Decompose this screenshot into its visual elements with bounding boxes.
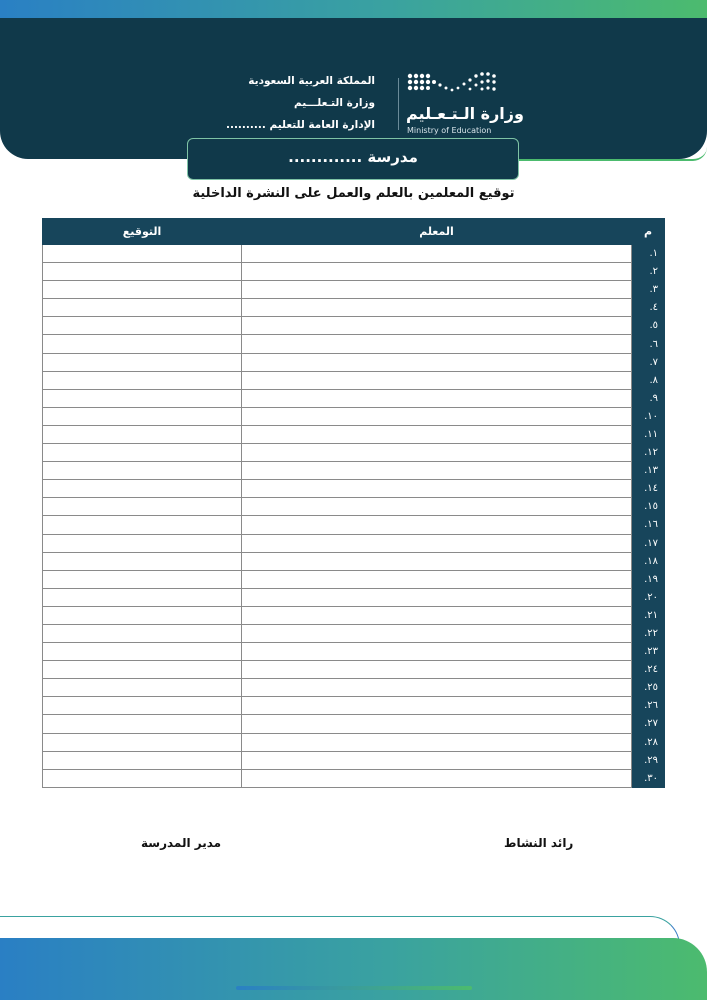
row-number: .٩ <box>632 389 665 407</box>
teacher-cell[interactable] <box>242 751 632 769</box>
teacher-cell[interactable] <box>242 480 632 498</box>
row-number: .١٦ <box>632 516 665 534</box>
row-number: .٢ <box>632 263 665 281</box>
signature-cell[interactable] <box>43 534 242 552</box>
signature-cell[interactable] <box>43 480 242 498</box>
signature-cell[interactable] <box>43 516 242 534</box>
table-row <box>43 317 665 335</box>
teacher-cell[interactable] <box>242 245 632 263</box>
table-row <box>43 715 665 733</box>
table-row <box>43 751 665 769</box>
row-number: .٥ <box>632 317 665 335</box>
footer-bar <box>236 986 472 990</box>
row-number: .١٠ <box>632 407 665 425</box>
teacher-cell[interactable] <box>242 353 632 371</box>
row-number: .٢٩ <box>632 751 665 769</box>
teacher-cell[interactable] <box>242 661 632 679</box>
row-number: .٢٠ <box>632 588 665 606</box>
signature-cell[interactable] <box>43 570 242 588</box>
signature-table <box>42 218 665 788</box>
row-number: .٨ <box>632 371 665 389</box>
table-row <box>43 425 665 443</box>
column-header-teacher: المعلم <box>242 219 632 245</box>
teacher-cell[interactable] <box>242 552 632 570</box>
teacher-cell[interactable] <box>242 335 632 353</box>
table-row <box>43 534 665 552</box>
signature-cell[interactable] <box>43 498 242 516</box>
teacher-cell[interactable] <box>242 624 632 642</box>
table-row <box>43 245 665 263</box>
row-number: .١٧ <box>632 534 665 552</box>
principal-label: مدير المدرسة <box>141 836 222 850</box>
teacher-cell[interactable] <box>242 263 632 281</box>
teacher-cell[interactable] <box>242 498 632 516</box>
signature-cell[interactable] <box>43 389 242 407</box>
column-header-signature: التوقيع <box>43 219 242 245</box>
school-name-tab <box>187 138 519 180</box>
school-name: مدرسة ............. <box>288 148 418 166</box>
teacher-cell[interactable] <box>242 371 632 389</box>
table-row <box>43 606 665 624</box>
table-row <box>43 733 665 751</box>
table-row <box>43 769 665 787</box>
teacher-cell[interactable] <box>242 516 632 534</box>
row-number: .٦ <box>632 335 665 353</box>
signature-cell[interactable] <box>43 733 242 751</box>
table-row <box>43 679 665 697</box>
signature-cell[interactable] <box>43 697 242 715</box>
teacher-cell[interactable] <box>242 643 632 661</box>
signature-cell[interactable] <box>43 751 242 769</box>
row-number: .١ <box>632 245 665 263</box>
teacher-cell[interactable] <box>242 299 632 317</box>
table-row <box>43 281 665 299</box>
table-row <box>43 462 665 480</box>
signature-cell[interactable] <box>43 588 242 606</box>
signature-cell[interactable] <box>43 624 242 642</box>
signature-cell[interactable] <box>43 444 242 462</box>
row-number: .٢١ <box>632 606 665 624</box>
signature-cell[interactable] <box>43 371 242 389</box>
table-row <box>43 552 665 570</box>
teacher-cell[interactable] <box>242 444 632 462</box>
teacher-cell[interactable] <box>242 281 632 299</box>
table-row <box>43 263 665 281</box>
row-number: .١٨ <box>632 552 665 570</box>
table-row <box>43 335 665 353</box>
row-number: .١٣ <box>632 462 665 480</box>
teacher-cell[interactable] <box>242 425 632 443</box>
logo-arabic-text: وزارة الـتـعـليم <box>406 104 524 123</box>
row-number: .٢٨ <box>632 733 665 751</box>
table-row <box>43 444 665 462</box>
teacher-cell[interactable] <box>242 534 632 552</box>
table-header-row <box>43 219 665 245</box>
teacher-cell[interactable] <box>242 715 632 733</box>
table-row <box>43 353 665 371</box>
table-row <box>43 624 665 642</box>
top-stripe <box>0 0 707 20</box>
row-number: .٢٢ <box>632 624 665 642</box>
row-number: .٢٤ <box>632 661 665 679</box>
table-row <box>43 389 665 407</box>
row-number: .١٩ <box>632 570 665 588</box>
teacher-cell[interactable] <box>242 606 632 624</box>
signature-cell[interactable] <box>43 281 242 299</box>
column-header-number: م <box>632 219 665 245</box>
teacher-cell[interactable] <box>242 570 632 588</box>
logo-english-text: Ministry of Education <box>407 126 492 135</box>
signature-cell[interactable] <box>43 552 242 570</box>
row-number: .١٤ <box>632 480 665 498</box>
signature-cell[interactable] <box>43 245 242 263</box>
table-row <box>43 661 665 679</box>
teacher-cell[interactable] <box>242 389 632 407</box>
teacher-cell[interactable] <box>242 679 632 697</box>
government-lines <box>226 70 375 136</box>
signature-cell[interactable] <box>43 335 242 353</box>
table-row <box>43 407 665 425</box>
teacher-cell[interactable] <box>242 462 632 480</box>
signature-cell[interactable] <box>43 769 242 787</box>
teacher-cell[interactable] <box>242 317 632 335</box>
table-row <box>43 299 665 317</box>
table-body <box>43 245 665 788</box>
row-number: .١١ <box>632 425 665 443</box>
row-number: .١٢ <box>632 444 665 462</box>
activity-leader-label: رائد النشاط <box>504 836 574 850</box>
signature-cell[interactable] <box>43 661 242 679</box>
table-row <box>43 516 665 534</box>
teacher-cell[interactable] <box>242 733 632 751</box>
signature-cell[interactable] <box>43 606 242 624</box>
logo-separator <box>398 78 399 130</box>
gov-line-kingdom: المملكة العربية السعودية <box>248 75 375 87</box>
signature-cell[interactable] <box>43 299 242 317</box>
signature-cell[interactable] <box>43 679 242 697</box>
table-row <box>43 570 665 588</box>
gov-line-ministry: وزارة التـعلـــيم <box>294 97 375 109</box>
signature-cell[interactable] <box>43 317 242 335</box>
document-title: توقيع المعلمين بالعلم والعمل على النشرة الداخلية <box>192 186 515 201</box>
teacher-cell[interactable] <box>242 588 632 606</box>
table-row <box>43 480 665 498</box>
signature-cell[interactable] <box>43 715 242 733</box>
table-row <box>43 498 665 516</box>
teacher-cell[interactable] <box>242 697 632 715</box>
row-number: .٢٦ <box>632 697 665 715</box>
signature-cell[interactable] <box>43 462 242 480</box>
table-row <box>43 697 665 715</box>
row-number: .٢٣ <box>632 643 665 661</box>
signature-cell[interactable] <box>43 263 242 281</box>
teacher-cell[interactable] <box>242 769 632 787</box>
row-number: .٤ <box>632 299 665 317</box>
row-number: .٢٥ <box>632 679 665 697</box>
row-number: .١٥ <box>632 498 665 516</box>
row-number: .٢٧ <box>632 715 665 733</box>
row-number: .٣٠ <box>632 769 665 787</box>
table-row <box>43 643 665 661</box>
gov-line-directorate: الإدارة العامة للتعليم .......... <box>225 119 375 131</box>
teacher-cell[interactable] <box>242 407 632 425</box>
footer-band <box>0 938 707 1000</box>
row-number: .٣ <box>632 281 665 299</box>
signature-cell[interactable] <box>43 425 242 443</box>
table-row <box>43 371 665 389</box>
signature-cell[interactable] <box>43 407 242 425</box>
signature-cell[interactable] <box>43 643 242 661</box>
signature-cell[interactable] <box>43 353 242 371</box>
table-row <box>43 588 665 606</box>
row-number: .٧ <box>632 353 665 371</box>
